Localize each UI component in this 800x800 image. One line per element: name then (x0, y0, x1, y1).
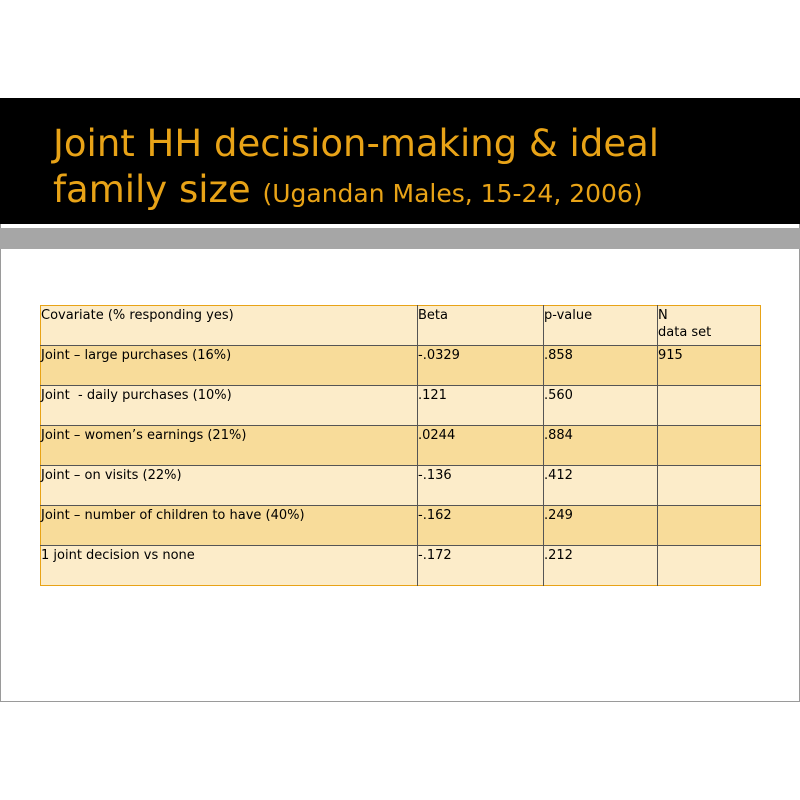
table-header-row (41, 306, 761, 346)
table-row (41, 386, 761, 426)
cell-beta: .0244 (418, 426, 544, 466)
cell-n (658, 546, 761, 586)
cell-p-value: .249 (544, 506, 658, 546)
table-row (41, 466, 761, 506)
table-row (41, 426, 761, 466)
title-main: Joint HH decision-making & ideal family size (53, 122, 660, 211)
table-row (41, 346, 761, 386)
title-subtitle: (Ugandan Males, 15-24, 2006) (262, 179, 643, 208)
cell-p-value: .212 (544, 546, 658, 586)
cell-beta: -.172 (418, 546, 544, 586)
cell-beta: -.0329 (418, 346, 544, 386)
header-covariate: Covariate (% responding yes) (41, 308, 234, 323)
cell-n (658, 466, 761, 506)
table-row (41, 546, 761, 586)
divider-bar (0, 228, 800, 249)
cell-covariate: 1 joint decision vs none (41, 546, 418, 586)
cell-covariate: Joint – women’s earnings (21%) (41, 426, 418, 466)
cell-covariate: Joint – number of children to have (40%) (41, 506, 418, 546)
cell-p-value: .560 (544, 386, 658, 426)
cell-covariate: Joint – large purchases (16%) (41, 346, 418, 386)
results-table (40, 305, 761, 586)
cell-n (658, 386, 761, 426)
header-p-value: p-value (544, 306, 658, 346)
cell-p-value: .412 (544, 466, 658, 506)
table-row (41, 506, 761, 546)
header-beta: Beta (418, 306, 544, 346)
cell-beta: -.162 (418, 506, 544, 546)
cell-p-value: .858 (544, 346, 658, 386)
slide-title (53, 121, 773, 217)
cell-n: 915 (658, 346, 761, 386)
header-n: N data set (658, 306, 761, 346)
cell-p-value: .884 (544, 426, 658, 466)
cell-beta: -.136 (418, 466, 544, 506)
cell-covariate: Joint – on visits (22%) (41, 466, 418, 506)
cell-n (658, 506, 761, 546)
cell-beta: .121 (418, 386, 544, 426)
cell-n (658, 426, 761, 466)
cell-covariate: Joint - daily purchases (10%) (41, 386, 418, 426)
